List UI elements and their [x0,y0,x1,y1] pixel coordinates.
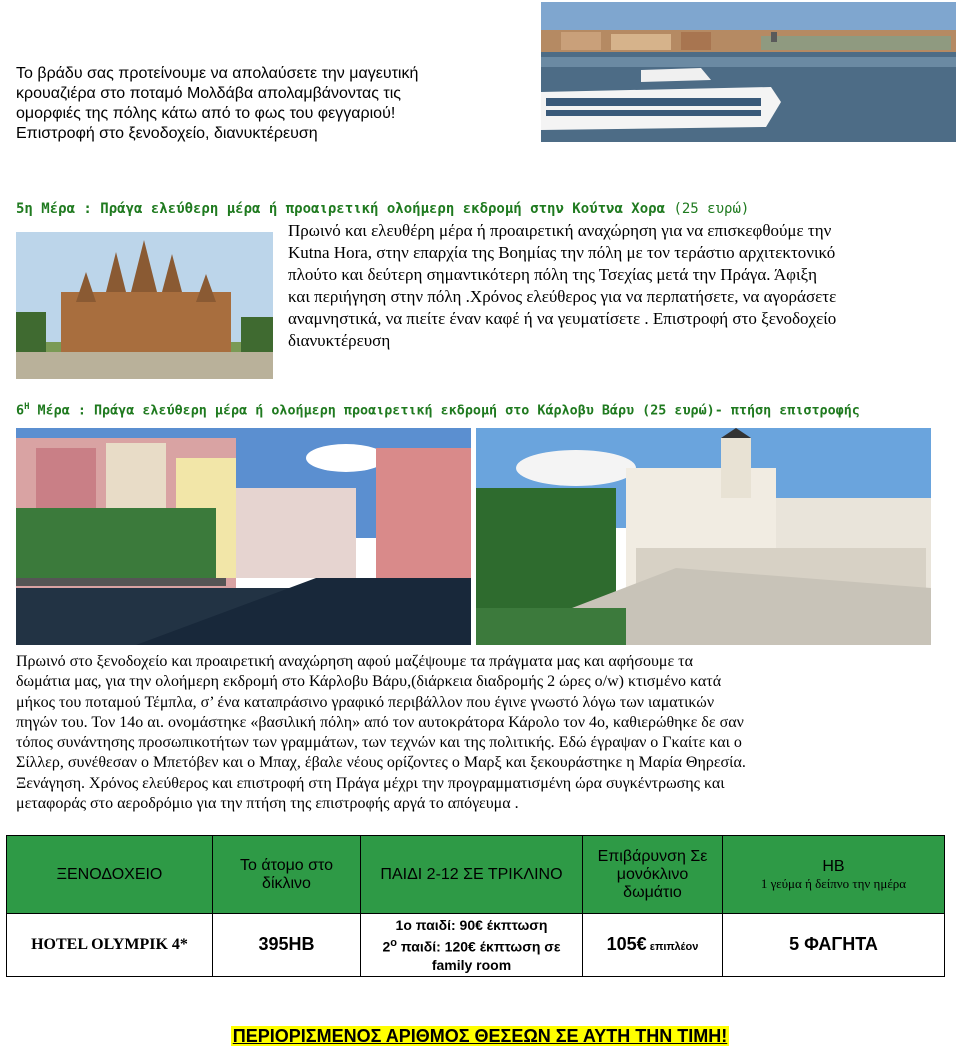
day6-line: Ξενάγηση. Χρόνος ελεύθερος και επιστροφή στη Πράγα μέχρι την προγραμματισμένη ώρα συγκέντρωσης και [16,774,725,792]
footer-notice [0,1026,960,1047]
row-child-line1: 1ο παιδί: 90€ έκπτωση [395,917,548,933]
intro-line: Επιστροφή στο ξενοδοχείο, διανυκτέρευση [16,125,318,142]
intro-line: κρουαζιέρα στο ποταμό Μολδάβα απολαμβάνοντας τις [16,85,402,102]
pricing-row [7,914,945,977]
kutna-hora-cathedral-photo [16,232,273,379]
footer-text: ΠΕΡΙΟΡΙΣΜΕΝΟΣ ΑΡΙΘΜΟΣ ΘΕΣΕΩΝ ΣΕ ΑΥΤΗ ΤΗΝ ΤΙΜΗ! [232,1026,728,1046]
row-child-cell [361,914,583,977]
intro-paragraph [16,64,536,144]
header-single: Επιβάρυνση Σε μονόκλινο δωμάτιο [583,836,723,914]
pricing-table [6,835,945,977]
row-double: 395HB [213,914,361,977]
intro-line: ομορφιές της πόλης κάτω από το φως του φεγγαριού! [16,105,396,122]
header-child: ΠΑΙΔΙ 2-12 ΣΕ ΤΡΙΚΛΙΝΟ [361,836,583,914]
day5-line: διανυκτέρευση [288,331,391,350]
day6-sup: Η [24,402,30,412]
row-single-unit: επιπλέον [646,941,699,954]
intro-line: Το βράδυ σας προτείνουμε να απολαύσετε την μαγευτική [16,65,419,82]
day6-line: Σίλλερ, συνέθεσαν ο Μπετόβεν και ο Μπαχ, έβαλε νέους ορίζοντες ο Μαρξ και ξεκουράστηκε η Μαρία Θηρεσία. [16,754,746,772]
row-child-line2-rest: παιδί: 120€ έκπτωση σε [397,938,561,955]
day5-heading [16,201,956,217]
day5-line: Πρωινό και ελευθέρη μέρα ή προαιρετική αναχώρηση για να επισκεφθούμε την [288,221,832,240]
row-child-line3: family room [431,956,512,973]
day5-line: Kutna Hora, στην επαρχία της Βοημίας την πόλη με τον τεράστιο αρχιτεκτονικό [288,243,836,262]
row-single-cell [583,914,723,977]
day5-description [288,220,960,352]
day6-number: 6 [16,403,25,419]
day5-price: (25 ευρώ) [665,201,750,217]
row-child-line2 [365,934,578,956]
day6-line: μήκος του ποταμού Τέμπλα, σ’ ένα καταπράσινο γραφικό περιβάλλον που έγινε γνωστό λόγω των ιαματικών [16,693,715,711]
row-hotel: HOTEL OLYMPIK 4* [7,914,213,977]
pricing-header-row [7,836,945,914]
row-child-line2-sup: ο [390,937,398,949]
row-single-value: 105€ [606,934,647,955]
prague-cruise-photo [541,2,956,142]
day5-line: πλούτο και δεύτερη σημαντικότερη πόλη της Τσεχίας μετά την Πράγα. Άφιξη [288,265,818,284]
day6-line: πηγών του. Τον 14ο αι. ονομάστηκε «βασιλική πόλη» από τον αυτοκράτορα Κάρολο τον 4ο, καθιερώθηκε δε σαν [16,713,744,731]
day5-line: και περιήγηση στην πόλη .Χρόνος ελεύθερος για να περπατήσετε, να αγοράσετε [288,287,837,306]
header-hb: HB [822,857,845,875]
day6-line: δωμάτια μας, για την ολοήμερη εκδρομή στο Κάρλοβυ Βάρυ,(διάρκεια διαδρομής 2 ώρες ο/w) κτισμένο κατά [16,673,722,691]
header-double: Το άτομο στο δίκλινο [213,836,361,914]
day6-line: τόπος συνάντησης προσωπικοτήτων των γραμμάτων, των τεχνών και της πολιτικής. Εδώ έγραψαν ο Γκαίτε και ο [16,734,742,752]
header-hb-cell [723,836,945,914]
karlovy-vary-colonnade-photo [476,428,931,645]
header-hb-sub: 1 γεύμα ή δείπνο την ημέρα [760,875,907,891]
day6-title: Μέρα : Πράγα ελεύθερη μέρα ή ολοήμερη προαιρετική εκδρομή στο Κάρλοβυ Βάρυ (25 ευρώ)- πτήση επιστροφής [29,403,860,419]
day6-heading [16,402,960,418]
karlovy-vary-river-photo [16,428,471,645]
day6-line: Πρωινό στο ξενοδοχείο και προαιρετική αναχώρηση αφού μαζέψουμε τα πράγματα μας και αφήσουμε τα [16,653,693,670]
day6-line: μεταφοράς στο αεροδρόμιο για την πτήση της επιστροφής αργά το απόγευμα . [16,795,519,813]
row-hb: 5 ΦΑΓΗΤΑ [723,914,945,977]
row-child-line2-num: 2 [382,938,391,955]
day5-line: αναμνηστικά, να πιείτε έναν καφέ ή να γευματίσετε . Επιστροφή στο ξενοδοχείο [288,309,837,328]
day6-description [16,652,946,814]
header-hotel: ΞΕΝΟΔΟΧΕΙΟ [7,836,213,914]
day5-title: 5η Μέρα : Πράγα ελεύθερη μέρα ή προαιρετική ολοήμερη εκδρομή στην Κούτνα Χορα [16,201,666,217]
